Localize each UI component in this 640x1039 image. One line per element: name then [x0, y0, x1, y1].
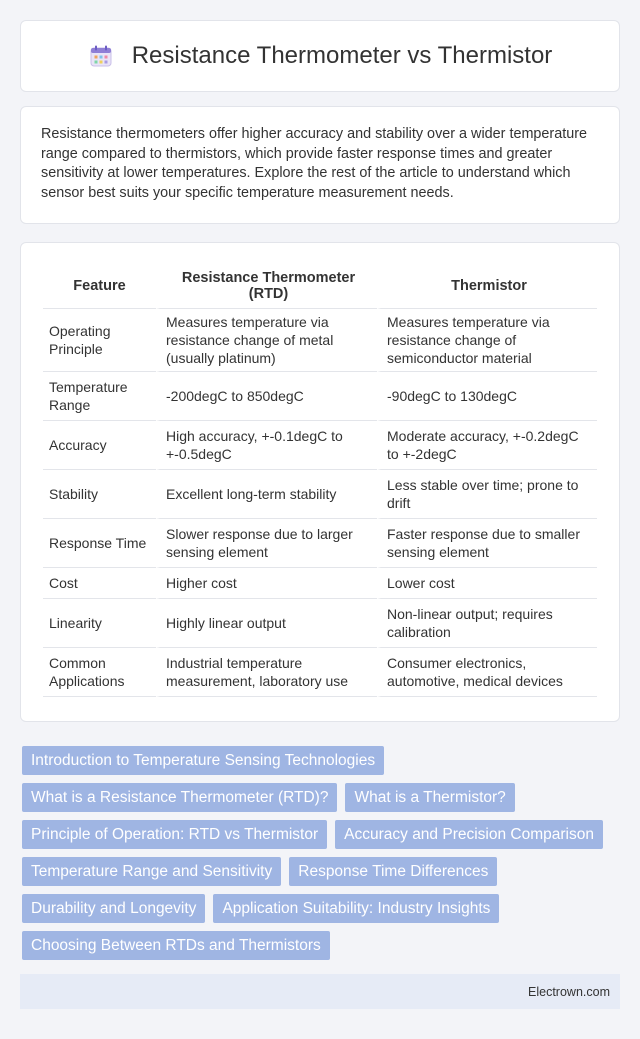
footer-site[interactable]: Electrown.com [528, 984, 610, 999]
feature-cell: Accuracy [43, 421, 156, 470]
table-row [43, 421, 597, 470]
link-what-is-thermistor[interactable]: What is a Thermistor? [345, 783, 514, 812]
feature-cell: Common Applications [43, 648, 156, 697]
table-row [43, 470, 597, 519]
topic-links [22, 746, 620, 968]
feature-cell: Operating Principle [43, 309, 156, 372]
link-introduction[interactable]: Introduction to Temperature Sensing Technologies [22, 746, 384, 775]
table-row [43, 309, 597, 372]
intro-card [20, 106, 620, 224]
rtd-cell: -200degC to 850degC [156, 372, 377, 421]
rtd-cell: Slower response due to larger sensing element [156, 519, 377, 568]
table-row [43, 372, 597, 421]
feature-cell: Temperature Range [43, 372, 156, 421]
rtd-cell: Measures temperature via resistance change of metal (usually platinum) [156, 309, 377, 372]
link-choosing[interactable]: Choosing Between RTDs and Thermistors [22, 931, 330, 960]
footer [20, 974, 620, 1009]
intro-text: Resistance thermometers offer higher accuracy and stability over a wider temperature range compared to thermistors, which provide faster response times and greater sensitivity at lower temperatures. Explore the rest of the article to understand which sensor best suits your specific temperature measurement needs. [41, 126, 588, 201]
thermistor-cell: Less stable over time; prone to drift [377, 470, 597, 519]
table-row [43, 519, 597, 568]
table-row [43, 599, 597, 648]
comparison-table [43, 263, 597, 697]
comparison-card [20, 242, 620, 722]
link-application-suitability[interactable]: Application Suitability: Industry Insights [213, 894, 499, 923]
title-card [20, 20, 620, 92]
rtd-cell: High accuracy, +-0.1degC to +-0.5degC [156, 421, 377, 470]
header-rtd: Resistance Thermometer (RTD) [156, 263, 377, 309]
link-response-time[interactable]: Response Time Differences [289, 857, 497, 886]
rtd-cell: Excellent long-term stability [156, 470, 377, 519]
feature-cell: Response Time [43, 519, 156, 568]
thermistor-cell: Measures temperature via resistance change of semiconductor material [377, 309, 597, 372]
page-title: Resistance Thermometer vs Thermistor [131, 42, 553, 69]
table-row [43, 568, 597, 599]
thermistor-cell: Consumer electronics, automotive, medical devices [377, 648, 597, 697]
table-header-row [43, 263, 597, 309]
link-principle-of-operation[interactable]: Principle of Operation: RTD vs Thermistor [22, 820, 327, 849]
calendar-icon [88, 43, 114, 69]
rtd-cell: Higher cost [156, 568, 377, 599]
thermistor-cell: Faster response due to smaller sensing element [377, 519, 597, 568]
feature-cell: Stability [43, 470, 156, 519]
header-thermistor: Thermistor [377, 263, 597, 309]
header-feature: Feature [43, 263, 156, 309]
thermistor-cell: Lower cost [377, 568, 597, 599]
feature-cell: Linearity [43, 599, 156, 648]
thermistor-cell: -90degC to 130degC [377, 372, 597, 421]
thermistor-cell: Non-linear output; requires calibration [377, 599, 597, 648]
table-row [43, 648, 597, 697]
link-what-is-rtd[interactable]: What is a Resistance Thermometer (RTD)? [22, 783, 337, 812]
rtd-cell: Highly linear output [156, 599, 377, 648]
thermistor-cell: Moderate accuracy, +-0.2degC to +-2degC [377, 421, 597, 470]
rtd-cell: Industrial temperature measurement, laboratory use [156, 648, 377, 697]
link-durability[interactable]: Durability and Longevity [22, 894, 205, 923]
feature-cell: Cost [43, 568, 156, 599]
link-accuracy-comparison[interactable]: Accuracy and Precision Comparison [335, 820, 603, 849]
link-temperature-range[interactable]: Temperature Range and Sensitivity [22, 857, 281, 886]
